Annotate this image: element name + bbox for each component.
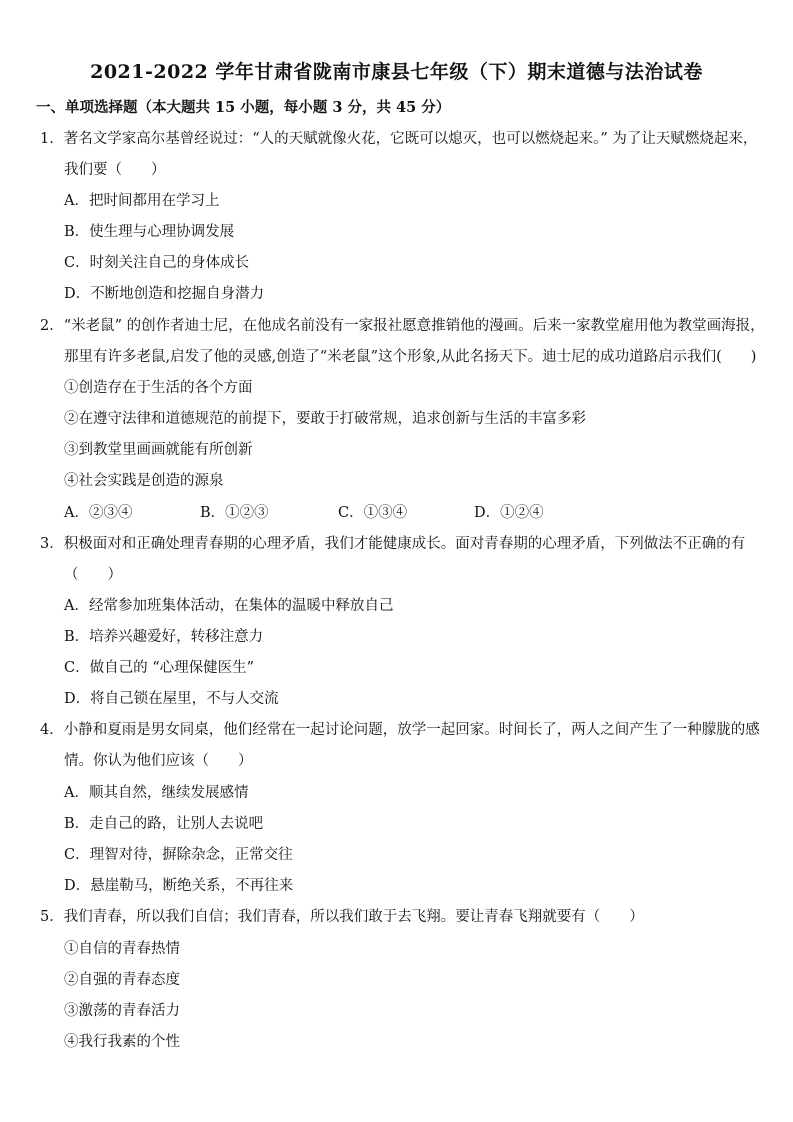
- q3-option-b: B．培养兴趣爱好，转移注意力: [64, 629, 264, 645]
- q4-option-c: C．理智对待，摒除杂念，正常交往: [64, 847, 293, 863]
- q3-option-c: C．做自己的 “心理保健医生”: [64, 660, 255, 676]
- q4-option-a: A．顺其自然，继续发展感情: [64, 785, 249, 801]
- q2-item-2: ②在遵守法律和道德规范的前提下，要敢于打破常规，追求创新与生活的丰富多彩: [64, 411, 586, 427]
- q1-stem-line2: 我们要（ ）: [64, 162, 166, 178]
- q4-stem-line2: 情。你认为他们应该（ ）: [64, 753, 253, 769]
- q5-item-3: ③激荡的青春活力: [64, 1003, 180, 1019]
- q4-stem-line1: 4．小静和夏雨是男女同桌，他们经常在一起讨论问题，放学一起回家。时间长了，两人之间产生了一种朦胧的感: [40, 722, 760, 738]
- q1-stem-line1: 1．著名文学家高尔基曾经说过：“人的天赋就像火花，它既可以熄灭，也可以燃烧起来。” 为了让天赋燃烧起来，: [40, 131, 758, 147]
- q2-option-c: C．①③④: [338, 505, 408, 521]
- q3-stem-line2: （ ）: [64, 567, 122, 583]
- q2-stem-line1: 2．“米老鼠” 的创作者迪士尼，在他成名前没有一家报社愿意推销他的漫画。后来一家教堂雇用他为教堂画海报，: [40, 318, 765, 334]
- q1-option-a: A．把时间都用在学习上: [64, 193, 220, 209]
- q5-item-2: ②自强的青春态度: [64, 972, 180, 988]
- q3-option-a: A．经常参加班集体活动，在集体的温暖中释放自己: [64, 598, 394, 614]
- q1-option-b: B．使生理与心理协调发展: [64, 224, 235, 240]
- q1-option-c: C．时刻关注自己的身体成长: [64, 255, 250, 271]
- q2-item-3: ③到教堂里画画就能有所创新: [64, 442, 253, 458]
- q5-stem-line1: 5．我们青春，所以我们自信；我们青春，所以我们敢于去飞翔。要让青春飞翔就要有（ ）: [40, 909, 644, 925]
- q2-option-d: D．①②④: [474, 505, 544, 521]
- exam-title: 2021-2022 学年甘肃省陇南市康县七年级（下）期末道德与法治试卷: [90, 61, 703, 83]
- section-heading: 一、单项选择题（本大题共 15 小题，每小题 3 分，共 45 分）: [36, 99, 451, 116]
- q3-stem-line1: 3．积极面对和正确处理青春期的心理矛盾，我们才能健康成长。面对青春期的心理矛盾，下列做法不正确的有: [40, 536, 746, 552]
- q4-option-d: D．悬崖勒马，断绝关系，不再往来: [64, 878, 294, 894]
- q3-option-d: D．将自己锁在屋里，不与人交流: [64, 691, 279, 707]
- q2-item-1: ①创造存在于生活的各个方面: [64, 380, 253, 396]
- q2-stem-line2: 那里有许多老鼠,启发了他的灵感,创造了“米老鼠”这个形象,从此名扬天下。迪士尼的成功道路启示我们( ): [64, 349, 757, 365]
- q1-option-d: D．不断地创造和挖掘自身潜力: [64, 286, 265, 302]
- q5-item-4: ④我行我素的个性: [64, 1034, 180, 1050]
- q5-item-1: ①自信的青春热情: [64, 941, 180, 957]
- q2-option-b: B．①②③: [200, 505, 269, 521]
- q4-option-b: B．走自己的路，让别人去说吧: [64, 816, 264, 832]
- q2-item-4: ④社会实践是创造的源泉: [64, 473, 224, 489]
- q2-option-a: A．②③④: [64, 505, 133, 521]
